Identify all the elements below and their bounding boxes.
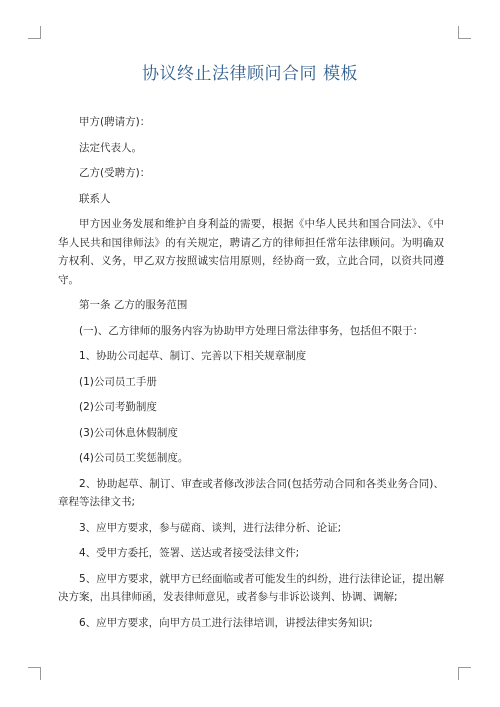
article-one-heading: 第一条 乙方的服务范围 bbox=[79, 299, 188, 311]
document-title: 协议终止法律顾问合同 模板 bbox=[142, 64, 358, 84]
sub-item-1: (1)公司员工手册 bbox=[79, 375, 157, 388]
sub-item-3: (3)公司休息休假制度 bbox=[79, 426, 178, 439]
clause-5: 5、应甲方要求，就甲方已经面临或者可能发生的纠纷，进行法律论证，提出解决方案，出具律师函，发表律师意见，或者参与非诉讼谈判、协调、调解; bbox=[58, 572, 444, 603]
party-b-line: 乙方(受聘方)： bbox=[79, 167, 151, 179]
sub-item-4: (4)公司员工奖惩制度。 bbox=[79, 452, 189, 464]
clause-3: 3、应甲方要求，参与磋商、谈判，进行法律分析、论证; bbox=[79, 521, 342, 534]
clause-6: 6、应甲方要求，向甲方员工进行法律培训，讲授法律实务知识; bbox=[79, 616, 373, 629]
page-corner-mark-top-right bbox=[458, 26, 471, 39]
document-body bbox=[58, 113, 444, 639]
clause-4: 4、受甲方委托，签署、送达或者接受法律文件; bbox=[79, 547, 300, 559]
clause-1: 1、协助公司起草、制订、完善以下相关规章制度 bbox=[79, 350, 307, 362]
clause-2: 2、协助起草、制订、审查或者修改涉法合同(包括劳动合同和各类业务合同)、章程等法律文书; bbox=[58, 477, 444, 508]
sub-item-2: (2)公司考勤制度 bbox=[79, 401, 157, 413]
service-scope-intro: (一)、乙方律师的服务内容为协助甲方处理日常法律事务，包括但不限于： bbox=[79, 324, 424, 337]
party-a-line: 甲方(聘请方)： bbox=[79, 116, 151, 128]
page-corner-mark-top-left bbox=[28, 26, 41, 39]
preamble-paragraph: 甲方因业务发展和维护自身利益的需要，根据《中华人民共和国合同法》、《中华人民共和国律师法》的有关规定，聘请乙方的律师担任常年法律顾问。为明确双方权利、义务，甲乙双方按照诚实信用原则，经协商一致，立此合同，以资共同遵守。 bbox=[58, 218, 444, 286]
contact-person-line: 联系人 bbox=[79, 192, 111, 205]
legal-representative-line: 法定代表人。 bbox=[79, 141, 142, 154]
page-corner-mark-bottom-left bbox=[28, 667, 41, 680]
page-corner-mark-bottom-right bbox=[458, 667, 471, 680]
